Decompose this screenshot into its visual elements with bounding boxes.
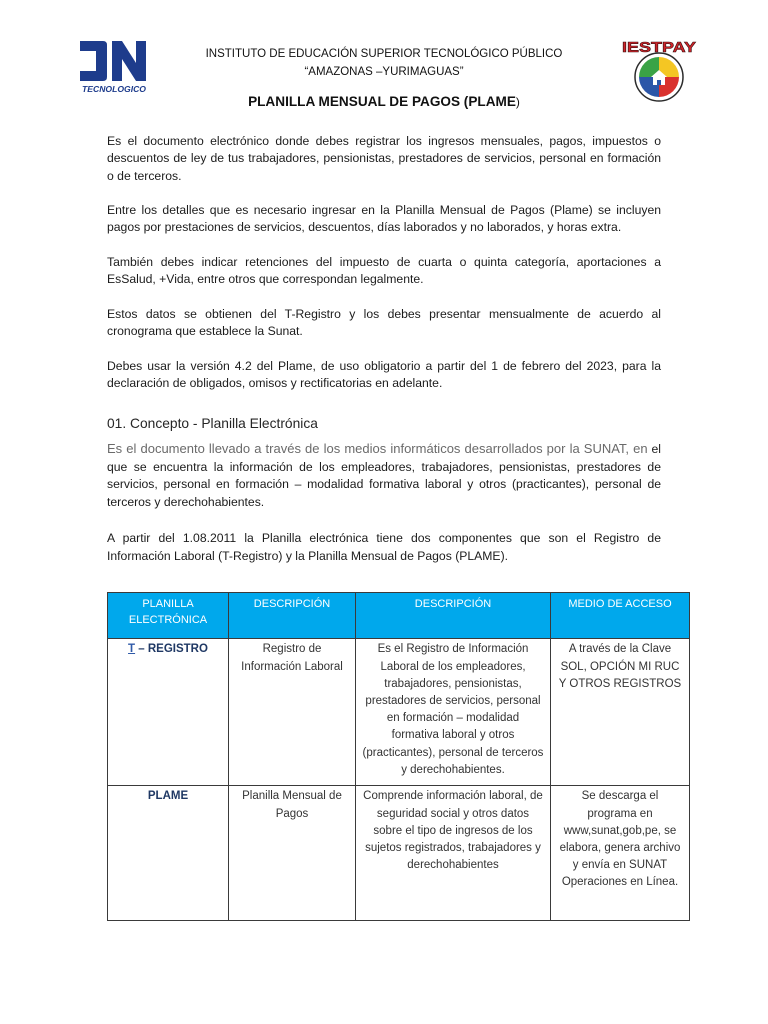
institution-name: INSTITUTO DE EDUCACIÓN SUPERIOR TECNOLÓGICO PÚBLICO: [205, 48, 563, 60]
paragraph-version: Debes usar la versión 4.2 del Plame, de uso obligatorio a partir del 1 de febrero del 2023, para la declaración de obligados, omisos y rectificatorias en adelante.: [107, 358, 661, 391]
document-body: [107, 133, 682, 921]
page-title: [160, 92, 608, 112]
paragraph-sources: Estos datos se obtienen del T-Registro y los debes presentar mensualmente de acuerdo al cronograma que establece la Sunat.: [107, 306, 661, 339]
header-descripcion: DESCRIPCIÓN: [229, 593, 356, 639]
component-access: A través de la Clave SOL, OPCIÓN MI RUC Y OTROS REGISTROS: [551, 639, 690, 786]
seal-wordmark: IESTPAY: [622, 39, 696, 56]
section-heading: 01. Concepto - Planilla Electrónica: [107, 416, 318, 432]
concept-lead: Es el documento llevado a través de los medios informáticos desarrollados por la SUNAT, en: [107, 441, 648, 457]
header-planilla-electronica: PLANILLA ELECTRÓNICA: [108, 593, 229, 639]
header-medio-de-acceso: MEDIO DE ACCESO: [551, 593, 690, 639]
component-name: – REGISTRO: [138, 643, 208, 656]
paragraph-details: Entre los detalles que es necesario ingresar en la Planilla Mensual de Pagos (Plame) se incluyen pagos por prestaciones de servicios, descuentos, días laborados y no laborados, y horas extra.: [107, 203, 661, 235]
planilla-table: [107, 592, 690, 921]
component-name-cell: [108, 786, 229, 921]
component-name-cell: [108, 639, 229, 786]
paragraph-concept: [107, 440, 661, 511]
page-title-text: PLANILLA MENSUAL DE PAGOS (PLAME: [248, 94, 516, 109]
paragraph-components: A partir del 1.08.2011 la Planilla electrónica tiene dos componentes que son el Registro de Información Laboral (T-Registro) y la Planilla Mensual de Pagos (PLAME).: [107, 531, 661, 563]
component-detail: Es el Registro de Información Laboral de los empleadores, trabajadores, pensionistas, prestadores de servicios, personal en formación – modalidad formativa laboral y otros (practicantes), personal de terceros y derechohabientes.: [356, 639, 551, 786]
table-row: [108, 786, 690, 921]
table-header-row: [108, 593, 690, 639]
concept-rest: el que se encuentra la información de los empleadores, trabajadores, pensionistas, prestadores de servicios, personal en formación – modalidad formativa laboral y otros (practicantes), personal de terceros y derechohabientes.: [107, 442, 662, 509]
table-row: [108, 639, 690, 786]
component-access: Se descarga el programa en www,sunat,gob,pe, se elabora, genera archivo y envía en SUNAT Operaciones en Línea.: [551, 786, 690, 921]
component-description: Planilla Mensual de Pagos: [229, 786, 356, 921]
institution-location: “AMAZONAS –YURIMAGUAS”: [304, 66, 464, 78]
page-title-paren: ): [515, 95, 520, 109]
header-descripcion-detalle: DESCRIPCIÓN: [356, 593, 551, 639]
logo-left-wordmark: TECNOLOGICO: [82, 84, 147, 94]
component-description: Registro de Información Laboral: [229, 639, 356, 786]
tecnologico-logo-icon: [79, 39, 149, 95]
t-registro-link[interactable]: T: [128, 643, 136, 656]
component-detail: Comprende información laboral, de seguridad social y otros datos sobre el tipo de ingresos de los sujetos registrados, trabajadores y derechohabientes: [356, 786, 551, 921]
iestpay-seal-icon: [617, 37, 700, 102]
paragraph-definition: Es el documento electrónico donde debes registrar los ingresos mensuales, pagos, impuestos o descuentos de ley de tus trabajadores, pensionistas, prestadores de servicios, personal en formación o de terceros.: [107, 134, 661, 183]
paragraph-retentions: También debes indicar retenciones del impuesto de cuarta o quinta categoría, aportaciones a EsSalud, +Vida, entre otros que correspondan legalmente.: [107, 255, 661, 287]
component-name: PLAME: [147, 790, 189, 803]
